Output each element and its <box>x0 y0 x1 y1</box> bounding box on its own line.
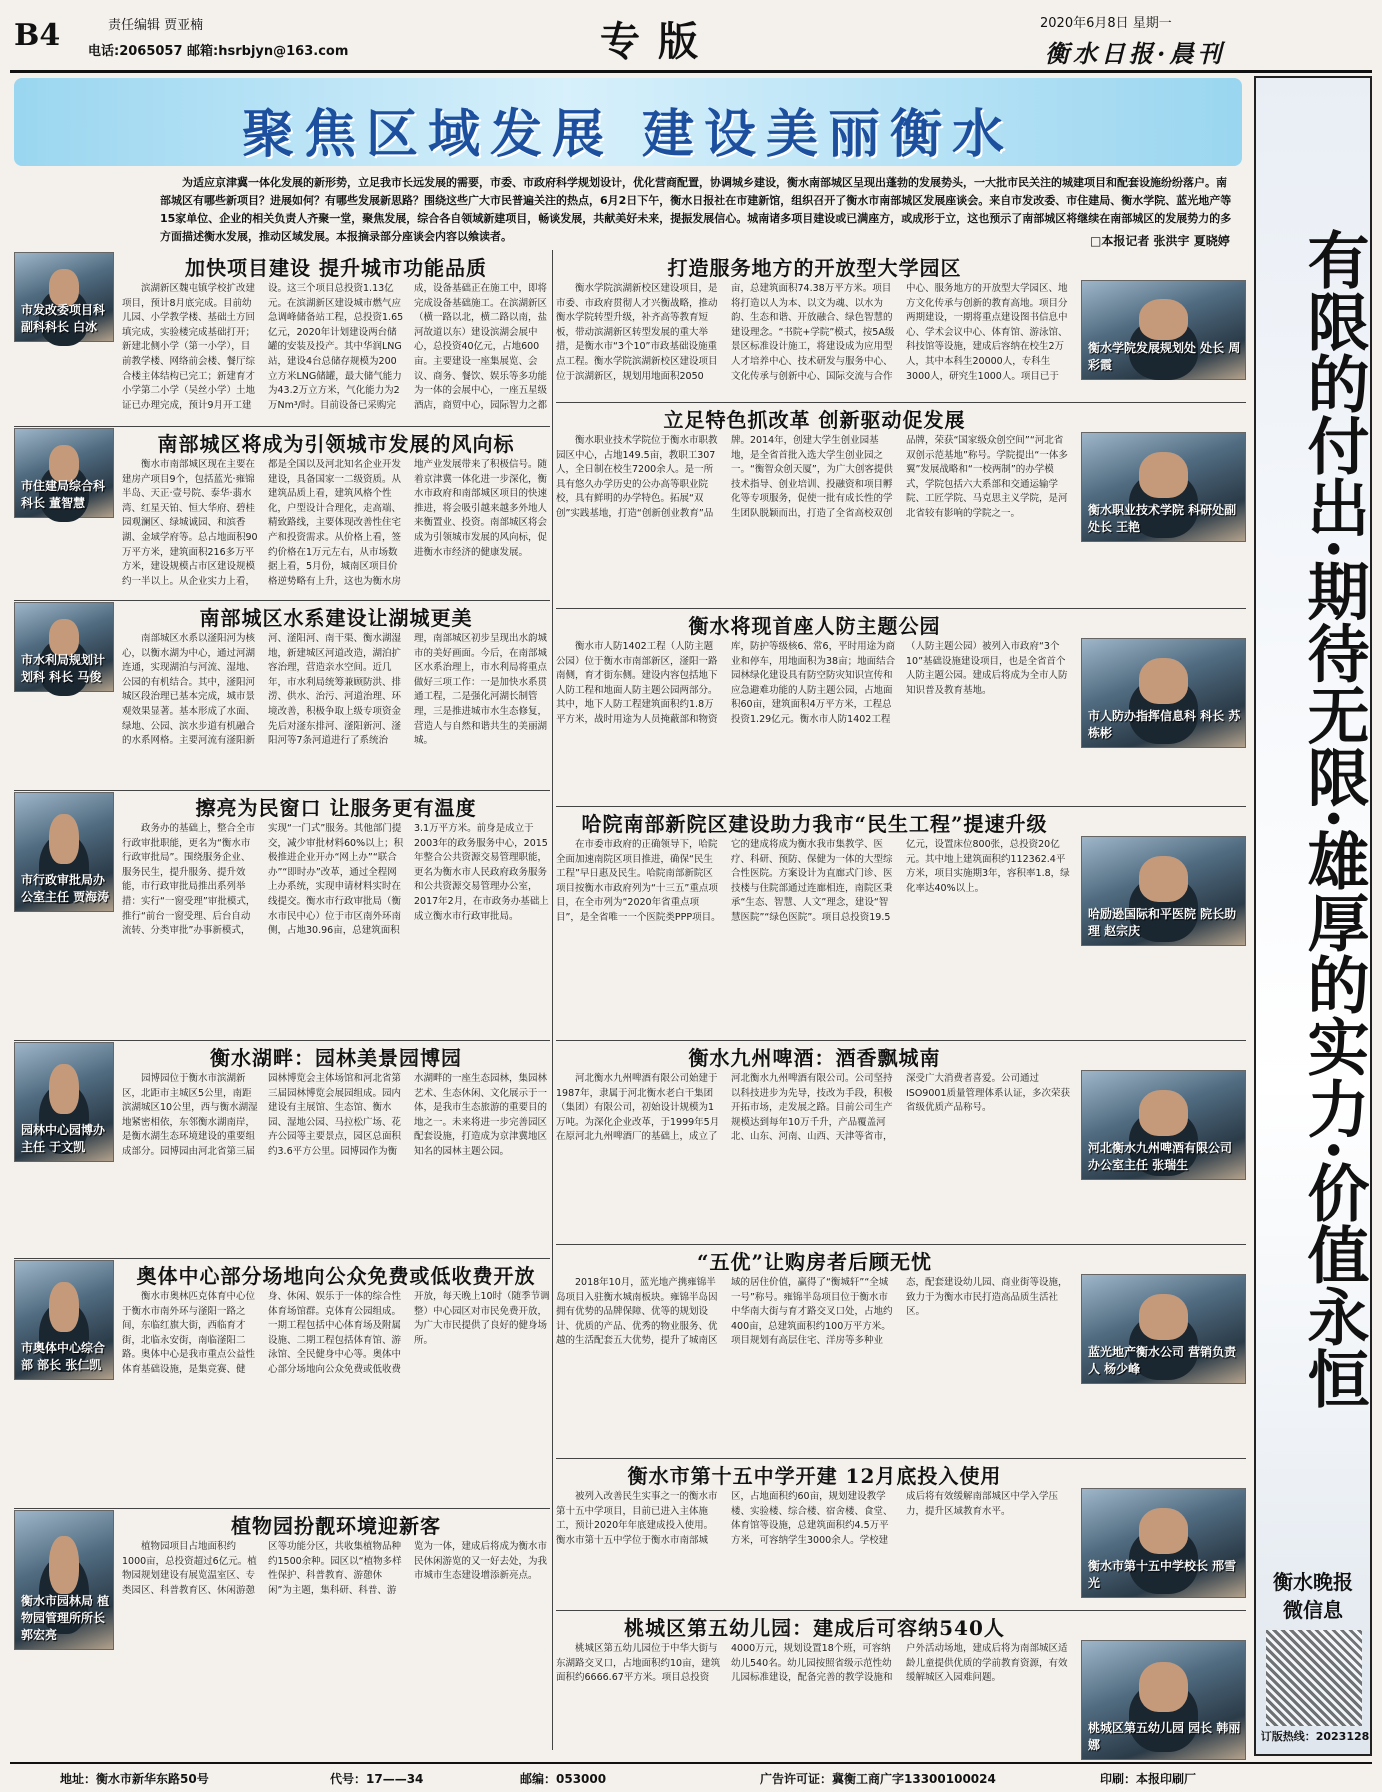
row-divider <box>556 1610 1246 1611</box>
speaker-photo <box>1081 836 1246 946</box>
article-body: 桃城区第五幼儿园位于中华大街与东湖路交叉口，占地面积约10亩，建筑面积约6666.67平方米。项目总投资4000万元，规划设置18个班，可容纳幼儿540名。幼儿园按照省级示范性幼儿园标准建设，配备完善的教学设施和户外活动场地，建成后将为南部城区适龄儿童提供优质的学前教育资源，有效缓解城区入园难问题。 <box>556 1643 1068 1684</box>
footer-rule <box>10 1762 1372 1764</box>
speaker-figure <box>49 1064 78 1114</box>
footer-license: 广告许可证：冀衡工商广字13300100024 <box>760 1772 996 1786</box>
photo-caption: 市行政审批局办公室主任 贾海涛 <box>21 873 110 904</box>
article-title: 打造服务地方的开放型大学园区 <box>667 256 962 280</box>
evening-news-label: 衡水晚报 微信息 <box>1273 1570 1353 1622</box>
article <box>556 610 1246 804</box>
speaker-photo <box>1081 1070 1246 1180</box>
article-title: 植物园扮靓环境迎新客 <box>231 1514 441 1538</box>
row-divider <box>556 806 1246 807</box>
speaker-figure <box>1139 658 1188 703</box>
article <box>556 404 1246 606</box>
slogan-panel <box>1254 76 1372 1756</box>
paper-name: 衡水日报·晨刊 <box>1045 39 1226 68</box>
contact-line: 电话:2065057 邮箱:hsrbjyn@163.com <box>88 44 349 59</box>
article-body: 衡水学院滨湖新校区建设项目，是市委、市政府贯彻人才兴衡战略，推动衡水学院转型升级，补齐高等教育短板，带动滨湖新区转型发展的重大举措，是衡水市“3个10”市政基础设施重点工程。衡水学院滨湖新校区建设项目位于滨湖新区，规划用地面积2050亩，总建筑面积74.38万平方米。项目将打造以人为本、以文为魂、以水为韵、生态和谐、开放融合、绿色智慧的建设理念。“书院+学院”模式，按5A级景区标准设计施工，将建设成为应用型人才培养中心、技术研发与服务中心、文化传承与创新中心、国际交流与合作中心、服务地方的开放型大学园区、地方文化传承与创新的教育高地。项目分两期建设，一期将重点建设图书信息中心、学术会议中心、体育馆、游泳馆、科技馆等设施，建成后容纳在校生2万人，其中本科生20000人，专科生3000人，研究生1000人。项目已于 <box>556 283 1068 382</box>
intro-paragraph: 为适应京津冀一体化发展的新形势，立足我市长远发展的需要，市委、市政府科学规划设计，优化营商配置，协调城乡建设，衡水南部城区呈现出蓬勃的发展势头，一大批市民关注的城建项目和配套设施纷纷落户。南部城区有哪些新项目？进展如何？有哪些发展新思路？围绕这些广大市民普遍关注的热点，6月2日下午，衡水日报社在市建新馆，组织召开了衡水市南部城区发展座谈会。来自市发改委、市住建局、衡水学院、蓝光地产等15家单位、企业的相关负责人齐聚一堂，聚焦发展，综合各自领域新建项目，畅谈发展，共献美好未来，提振发展信心。城南诸多项目建设或已满座方，或成形于立，这也预示了南部城区将继续在南部城区的发展势力的多方面描述衡水发展，推动区域发展。本报摘录部分座谈会内容以飨读者。 <box>160 176 1232 243</box>
photo-caption: 市人防办指挥信息科 科长 苏栋彬 <box>1088 709 1241 740</box>
article <box>14 792 550 1038</box>
row-divider <box>556 1244 1246 1245</box>
speaker-figure <box>1139 1090 1188 1135</box>
article-body: 被列入改善民生实事之一的衡水市第十五中学项目，目前已进入主体施工，预计2020年年底建成投入使用。衡水市第十五中学位于衡水市南部城区，占地面积约60亩，规划建设教学楼、实验楼、综合楼、宿舍楼、食堂、体育馆等设施，总建筑面积约4.5万平方米，可容纳学生3000余人。学校建成后将有效缓解南部城区中学入学压力，提升区域教育水平。 <box>556 1491 1059 1546</box>
speaker-photo <box>1081 1488 1246 1598</box>
headline-banner <box>14 78 1242 166</box>
row-divider <box>556 1458 1246 1459</box>
row-divider <box>556 608 1246 609</box>
article-title: 奥体中心部分场地向公众免费或低收费开放 <box>136 1264 536 1288</box>
article-body: 植物园项目占地面积约1000亩，总投资超过6亿元。植物园规划建设有展览温室区、专类园区、科普教育区、休闲游憩区等功能分区，共收集植物品种约1500余种。园区以“植物多样性保护、科普教育、游憩休闲”为主题，集科研、科普、游览为一体，建成后将成为衡水市民休闲游览的又一好去处，为我市城市生态建设增添新亮点。 <box>122 1541 548 1596</box>
speaker-figure <box>1139 856 1188 901</box>
article-title: 擦亮为民窗口 让服务更有温度 <box>195 796 477 820</box>
article <box>556 1612 1246 1760</box>
article <box>556 1246 1246 1456</box>
footer-printer: 印刷：本报印刷厂 <box>1100 1772 1197 1786</box>
subscription-hotline: 订版热线：2023128 <box>1260 1730 1370 1743</box>
speaker-photo <box>14 428 114 518</box>
article-body: 园博园位于衡水市滨湖新区，北距市主城区5公里，南距滨湖城区10公里，西与衡水湖湿地紧密相依，东邻衡水湖南岸，是衡水湖生态环境建设的重要组成部分。园博园由河北省第三届园林博览会主体场馆和河北省第三届园林博览会展园组成。园内建设有主展馆、生态馆、衡水园、湿地公园、马拉松广场、花卉公园等主要景点，园区总面积约3.6平方公里。园博园作为衡水湖畔的一座生态园林，集园林艺术、生态休闲、文化展示于一体，是我市生态旅游的重要目的地之一。未来将进一步完善园区配套设施，打造成为京津冀地区知名的园林主题公园。 <box>122 1073 548 1157</box>
speaker-figure <box>49 814 78 864</box>
article <box>556 1460 1246 1608</box>
photo-caption: 衡水职业技术学院 科研处副处长 王艳 <box>1088 503 1237 534</box>
photo-caption: 市水利局规划计划科 科长 马俊 <box>21 653 106 684</box>
article <box>14 602 550 788</box>
speaker-photo <box>14 1510 114 1650</box>
article-title: 衡水将现首座人防主题公园 <box>688 614 941 638</box>
article-body: 南部城区水系以滏阳河为核心，以衡水湖为中心，通过河湖连通，实现湖泊与河流、湿地、公园的有机结合。其中，滏阳河城区段治理已基本完成，城市景观效果显著。基本形成了水面、绿地、公园、滨水步道有机融合的水系网格。主要河流有滏阳新河、滏阳河、南干渠、衡水湖湿地，新建城区河道改造，湖泊扩容治理，营造亲水空间。近几年，市水利局统筹兼顾防洪、排涝、供水、治污、河道治理、环境改善，积极争取上级专项资金先后对滏东排河、滏阳新河、滏阳河等7条河道进行了系统治理，南部城区初步呈现出水韵城市的美好画面。今后，在南部城区水系治理上，市水利局将重点做好三项工作：一是加快水系贯通工程，二是强化河湖长制管理，三是推进城市水生态修复，营造人与自然和谐共生的美丽湖城。 <box>122 633 548 747</box>
article <box>14 1510 550 1760</box>
article-body: 政务办的基础上，整合全市行政审批职能，更名为“衡水市行政审批局”。围绕服务企业、服务民生，提升服务、提升效能，市行政审批局推出系列举措：实行“一窗受理”审批模式，推行“前台一窗受理、后台自动流转、分类审批”办事新模式，实现“一门式”服务。其他部门提交，减少审批材料60%以上；积极推进企业开办“网上办”“联合办”“即时办”改革，通过全程网上办系统，实现申请材料实时在线提交。衡水市行政审批局（衡水市民中心）位于市区南外环南侧，占地30.96亩，总建筑面积3.1万平方米。前身是成立于2003年的政务服务中心，2015年整合公共资源交易管理职能，更名为衡水市人民政府政务服务和公共资源交易管理办公室，2017年2月，在市政务办基础上成立衡水市行政审批局。 <box>122 823 549 937</box>
row-divider <box>14 426 550 427</box>
article-title: 衡水九州啤酒：酒香飘城南 <box>688 1046 941 1070</box>
footer-address: 地址：衡水市新华东路50号 <box>60 1772 209 1786</box>
article-title: 桃城区第五幼儿园：建成后可容纳540人 <box>624 1616 1005 1640</box>
qr-code-icon <box>1266 1630 1362 1726</box>
speaker-photo <box>14 792 114 912</box>
header-rule <box>10 70 1372 73</box>
photo-caption: 园林中心园博办 主任 于文凯 <box>21 1123 106 1154</box>
photo-caption: 衡水市第十五中学校长 邢雪光 <box>1088 1559 1237 1590</box>
speaker-photo <box>14 1260 114 1380</box>
photo-caption: 衡水市园林局 植物园管理所所长 郭宏亮 <box>21 1594 110 1642</box>
row-divider <box>556 402 1246 403</box>
article <box>556 1042 1246 1242</box>
banner-headline: 聚焦区域发展 建设美丽衡水 <box>241 104 1015 165</box>
photo-caption: 市奥体中心综合部 部长 张仁凯 <box>21 1341 106 1372</box>
column-divider <box>552 250 553 1750</box>
speaker-figure <box>49 1282 78 1332</box>
photo-caption: 衡水学院发展规划处 处长 周彩霞 <box>1088 341 1241 372</box>
speaker-figure <box>1139 1662 1188 1712</box>
footer-postcode: 邮编：053000 <box>520 1772 607 1786</box>
photo-caption: 市住建局综合科 科长 董智慧 <box>21 479 106 510</box>
section-title: 专版 <box>600 18 716 65</box>
row-divider <box>14 790 550 791</box>
article-body: 河北衡水九州啤酒有限公司始建于1987年，隶属于河北衡水老白干集团（集团）有限公司，初始设计规模为1万吨。为深化企业改革，于1999年5月在原河北九州啤酒厂的基础上，成立了河北衡水九州啤酒有限公司。公司坚持以科技进步为先导，技改为手段，积极开拓市场，走发展之路。目前公司生产规模达到每年10万千升，产品覆盖河北、山东、河南、山西、天津等省市，深受广大消费者喜爱。公司通过ISO9001质量管理体系认证，多次荣获省级优质产品称号。 <box>556 1073 1070 1143</box>
article <box>556 808 1246 1038</box>
article <box>14 428 550 598</box>
article-title: 南部城区水系建设让湖城更美 <box>199 606 473 630</box>
article-title: 衡水湖畔：园林美景园博园 <box>210 1046 462 1070</box>
reporter-byline: □本报记者 张洪宇 夏晓婷 <box>1090 234 1230 248</box>
speaker-photo <box>14 252 114 342</box>
article-title: 加快项目建设 提升城市功能品质 <box>185 256 487 280</box>
photo-caption: 蓝光地产衡水公司 营销负责人 杨少峰 <box>1088 1345 1237 1376</box>
row-divider <box>14 600 550 601</box>
article <box>14 252 550 424</box>
article-body: 衡水市奥林匹克体育中心位于衡水市南外环与滏阳一路之间，东临红旗大街，西临育才街，北临永安街，南临滏阳二路。奥体中心是我市重点公益性体育基础设施，是集竞赛、健身、休闲、娱乐于一体的综合性体育场馆群。克体育公园组成。一期工程包括中心体育场及附属设施、二期工程包括体育馆、游泳馆、全民健身中心等。奥体中心部分场地向公众免费或低收费开放，每天晚上10时（随季节调整）中心园区对市民免费开放，为广大市民提供了良好的健身场所。 <box>122 1291 550 1375</box>
article-title: 立足特色抓改革 创新驱动促发展 <box>663 408 966 432</box>
speaker-figure <box>1139 299 1188 340</box>
speaker-figure <box>49 1536 78 1594</box>
issue-date: 2020年6月8日 星期一 <box>1040 16 1172 31</box>
speaker-figure <box>1139 1508 1188 1553</box>
speaker-photo <box>1081 638 1246 748</box>
article-body: 衡水职业技术学院位于衡水市职教园区中心，占地149.5亩，教职工307人，全日制在校生7200余人。是一所具有悠久办学历史的公办高等职业院校，具有鲜明的办学特色。拓展“双创”实践基地，打造“创新创业教育”品牌。2014年，创建大学生创业园基地，是全省首批入选大学生创业园之一。“衡智众创天厦”，为广大创客提供技术指导、创业培训、投融资和项目孵化等专项服务，促使一批有成长性的学生团队脱颖而出，打造了全省高校双创品牌，荣获“国家级众创空间”“河北省双创示范基地”称号。学院提出“一体多翼”发展战略和“一校两制”的办学模式，学院包括六大系部和交通运输学院、工匠学院、马克思主义学院，是河北省较有影响的学院之一。 <box>556 435 1068 519</box>
speaker-photo <box>1081 280 1246 380</box>
photo-caption: 哈励逊国际和平医院 院长助理 赵宗庆 <box>1088 907 1237 938</box>
photo-caption: 市发改委项目科 副科科长 白冰 <box>21 303 106 334</box>
article <box>14 1042 550 1256</box>
photo-caption: 桃城区第五幼儿园 园长 韩丽娜 <box>1088 1721 1241 1752</box>
article-title: “五优”让购房者后顾无忧 <box>696 1250 932 1274</box>
article-body: 衡水市人防1402工程（人防主题公园）位于衡水市南部新区，滏阳一路南侧，育才街东侧。建设内容包括地下人防工程和地面人防主题公园两部分。其中，地下人防工程建筑面积约1.8万平方米，战时用途为人员掩蔽部和物资库，防护等级核6、常6，平时用途为商业和停车，用地面积为38亩；地面结合园林绿化建设具有防空防灾知识宣传和应急避难功能的人防主题公园，占地面积60亩，建筑面积4万平方米，工程总投资1.29亿元。衡水市人防1402工程（人防主题公园）被列入市政府“3个10”基础设施建设项目，也是全省首个人防主题公园。建成后将成为全市人防知识普及教育基地。 <box>556 641 1068 725</box>
article-body: 衡水市南部城区现在主要在建房产项目9个，包括蓝光·雍锦半岛、天正·壹号院、泰华·翡水湾、红星天铂、恒大华府、碧桂园观澜区、绿城诚园、和滨香湖、金域学府等。总占地面积90万平方米，建筑面积216多万平方米，建设规模占市区建设规模约一半以上。从企业实力上看，都是全国以及河北知名企业开发建设，具备国家一二级资质。从建筑品质上看，建筑风格个性化，户型设计合理化，走高端、精致路线，主要体现改善性住宅产和投资需求。从价格上看，签约价格在1万元左右，从市场数据上看，5月份，城南区项目价格逆势略有上升，这也为衡水房地产业发展带来了积极信号。随着京津冀一体化进一步深化，衡水市政府和南部城区项目的快速推进，将会吸引越来越多外地人来衡置业、投资。南部城区将会成为引领城市发展的风向标，促进衡水市经济的健康发展。 <box>122 459 548 587</box>
row-divider <box>14 1508 550 1509</box>
photo-caption: 河北衡水九州啤酒有限公司 办公室主任 张瑞生 <box>1088 1141 1233 1172</box>
speaker-photo <box>14 1042 114 1162</box>
speaker-photo <box>1081 432 1246 542</box>
footer-code: 代号：17——34 <box>330 1772 424 1786</box>
article-title: 衡水市第十五中学开建 12月底投入使用 <box>627 1464 1002 1488</box>
editor-line: 责任编辑 贾亚楠 <box>108 18 204 33</box>
masthead <box>0 0 1382 72</box>
article-title: 哈院南部新院区建设助力我市“民生工程”提速升级 <box>581 812 1048 836</box>
speaker-photo <box>1081 1640 1246 1760</box>
page-code: B4 <box>14 18 61 53</box>
row-divider <box>556 1040 1246 1041</box>
article-body: 滨湖新区魏屯镇学校扩改建项目，预计8月底完成。目前幼儿园、小学教学楼、基础土方回填完成，实验楼完成基础打开；新建北侧小学（第一小学），目前教学楼、网络前会楼、餐厅综合楼主体结构已完工；新建育才小学第二小学（吴丝小学）土地证已办理完成，预计9月开工建设。这三个项目总投资1.13亿元。在滨湖新区建设城市燃气应急调峰储备站工程，总投资1.65亿元，2020年计划建设两台储罐的安装及投产。其中华润LNG站，建设4台总储存规模为200立方米LNG储罐，最大储气能力为43.2万立方米，气化能力为2万Nm³/时。目前设备已采购完成，设备基础正在施工中，即将完成设备基础施工。在滨湖新区（横一路以北，横二路以南，盐河故道以东）建设滨湖会展中心，总投资40亿元，占地600亩。主要建设一座集展览、会议、商务、餐饮、娱乐等多功能为一体的会展中心，一座五星级酒店，商贸中心，园际智力之都 <box>122 283 548 411</box>
vertical-slogan: 有限的付出·期待无限·雄厚的实力·价值永恒 <box>1297 227 1370 1409</box>
speaker-figure <box>1139 1294 1188 1339</box>
article-title: 南部城区将成为引领城市发展的风向标 <box>157 432 515 456</box>
speaker-photo <box>14 602 114 692</box>
article <box>14 1260 550 1506</box>
article-body: 在市委市政府的正确领导下，哈院全面加速南院区项目推进，确保“民生工程”早日惠及民生。哈院南部新院区项目按衡水市政府列为“十三五”重点项目，在全市列为“2020年省重点项目”，是全省唯一一个医院类PPP项目。它的建成将成为衡水我市集教学、医疗、科研、预防、保健为一体的大型综合性医院。方案设计为直廊式门诊、医技楼与住院部通过连廊相连，南院区秉承“生态、智慧、人文”理念，建设“智慧医院”“绿色医院”。项目总投资19.5亿元，设置床位800张，总投资20亿元。其中地上建筑面积约112362.4平方米，项目实施期3年，容积率1.8，绿化率达40%以上。 <box>556 839 1070 923</box>
article-body: 2018年10月，蓝光地产携雍锦半岛项目入驻衡水城南板块。雍锦半岛因拥有优势的品牌保障、优等的规划设计、优质的产品、优秀的物业服务、优越的生活配套五大优势，提升了城南区域的居住价值，赢得了“衡城轩”“全城一号”称号。雍锦半岛项目位于衡水市中华南大街与育才路交叉口处，占地约400亩，总建筑面积约100万平方米。项目规划有高层住宅、洋房等多种业态，配套建设幼儿园、商业街等设施，致力于为衡水市民打造高品质生活社区。 <box>556 1277 1068 1347</box>
article <box>556 252 1246 400</box>
row-divider <box>14 1258 550 1259</box>
row-divider <box>14 1040 550 1041</box>
speaker-figure <box>1139 452 1188 497</box>
speaker-photo <box>1081 1274 1246 1384</box>
